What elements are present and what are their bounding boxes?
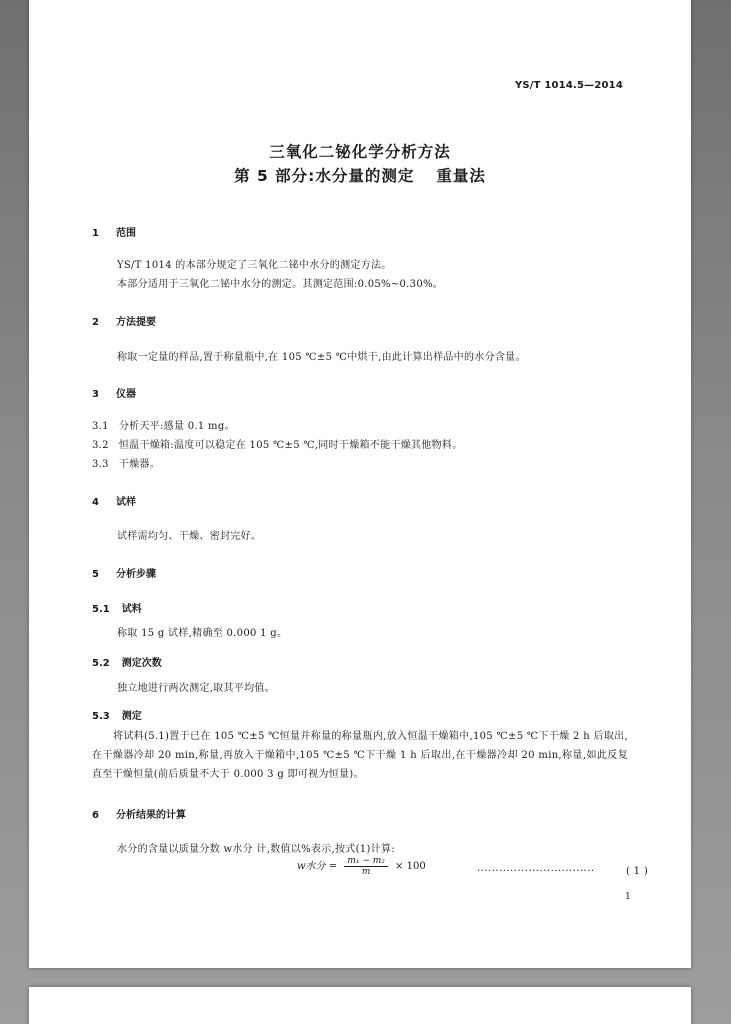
- section-1-para-1: YS/T 1014 的本部分规定了三氧化二铋中水分的测定方法。: [117, 260, 392, 271]
- formula-rhs: × 100: [395, 861, 426, 872]
- formula-numerator: m₁ − m₂: [344, 856, 388, 867]
- document-title-line1: 三氧化二铋化学分析方法: [269, 143, 451, 161]
- section-2-heading: 2 方法提要: [92, 317, 156, 328]
- subsection-5-1-heading: 5.1 试料: [92, 604, 142, 615]
- subsection-5-1-text: 称取 15 g 试样,精确至 0.000 1 g。: [117, 628, 288, 639]
- section-4-heading: 4 试样: [92, 497, 136, 508]
- subsection-5-2-text: 独立地进行两次测定,取其平均值。: [117, 683, 275, 694]
- subsection-5-2-heading: 5.2 测定次数: [92, 658, 162, 669]
- page-number: 1: [625, 892, 631, 902]
- formula-lhs: w水分 =: [297, 861, 338, 872]
- section-3-heading: 3 仪器: [92, 389, 136, 400]
- document-page: [29, 0, 691, 968]
- section-5-heading: 5 分析步骤: [92, 569, 156, 580]
- title-method-name: 重量法: [436, 167, 486, 185]
- next-page-preview: [29, 987, 691, 1024]
- instrument-item: 3.2 恒温干燥箱:温度可以稳定在 105 ℃±5 ℃,同时干燥箱不能干燥其他物料。: [92, 440, 463, 451]
- section-1-heading: 1 范围: [92, 228, 136, 239]
- formula-fraction: [344, 856, 388, 877]
- equation-leader-dots: ································: [477, 866, 595, 877]
- subsection-5-3-text: 将试料(5.1)置于已在 105 ℃±5 ℃恒量并称量的称量瓶内,放入恒温干燥箱中,105 ℃±5 ℃下干燥 2 h 后取出,在干燥器冷却 20 min,称量,再放入干燥箱中,105 ℃±5 ℃下干燥 1 h 后取出,在干燥器冷却 20 min,称量,如此反复直至干燥恒量(前后质量不大于 0.000 3 g 即可视为恒量)。: [92, 731, 628, 780]
- equation-number: ( 1 ): [626, 866, 649, 877]
- instrument-item: 3.1 分析天平:感量 0.1 mg。: [92, 421, 235, 432]
- section-1-para-2: 本部分适用于三氧化二铋中水分的测定。其测定范围:0.05%~0.30%。: [117, 279, 444, 290]
- section-6-heading: 6 分析结果的计算: [92, 810, 186, 821]
- section-6-intro: 水分的含量以质量分数 w水分 计,数值以%表示,按式(1)计算:: [117, 844, 395, 855]
- moisture-formula: [297, 856, 426, 877]
- instrument-item: 3.3 干燥器。: [92, 459, 161, 470]
- section-2-para-1: 称取一定量的样品,置于称量瓶中,在 105 ℃±5 ℃中烘干,由此计算出样品中的水分含量。: [117, 352, 526, 363]
- document-title-line2: [29, 164, 691, 186]
- formula-denominator: m: [361, 867, 371, 877]
- title-part-name: 第 5 部分:水分量的测定: [234, 167, 415, 185]
- standard-code: YS/T 1014.5—2014: [514, 80, 623, 91]
- subsection-5-3-heading: 5.3 测定: [92, 711, 142, 722]
- section-4-para-1: 试样需均匀、干燥、密封完好。: [117, 531, 262, 542]
